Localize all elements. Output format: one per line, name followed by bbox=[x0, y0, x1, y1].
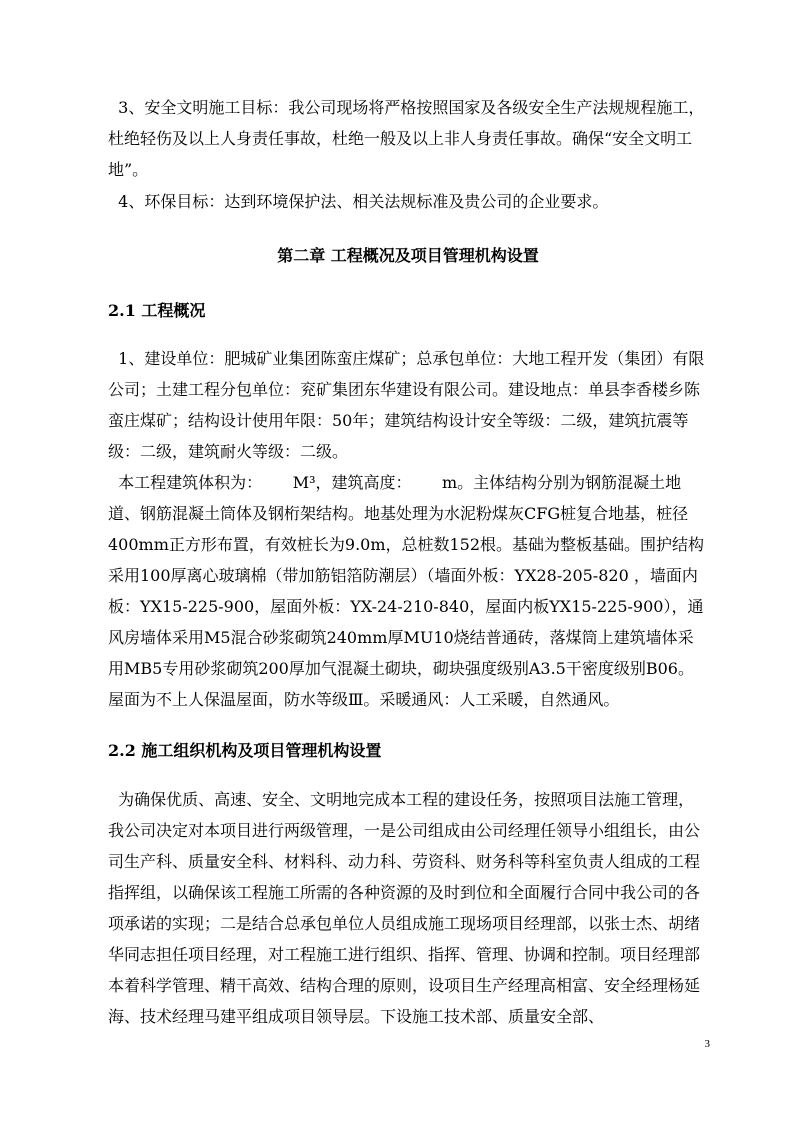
paragraph-environment-goal: 4、环保目标：达到环境保护法、相关法规标准及贵公司的企业要求。 bbox=[108, 192, 609, 211]
paragraph-building-structure: 本工程建筑体积为： M³，建筑高度： m。主体结构分别为钢筋混凝土地道、钢筋混凝土筒体及钢桁架结构。地基处理为水泥粉煤灰CFG桩复合地基，桩径400mm正方形布置，有效桩长为9.0m，总桩数152根。基础为整板基础。围护结构采用100厚离心玻璃棉（带加筋铝箔防潮层）（墙面外板：YX28-205-820 ，墙面内板：YX15-225-900，屋面外板：YX-24-210-840，屋面内板YX15-225-900），通风房墙体采用M5混合砂浆砌筑240mm厚MU10烧结普通砖，落煤筒上建筑墙体采用MB5专用砂浆砌筑200厚加气混凝土砌块，砌块强度级别A3.5干密度级别B06。屋面为不上人保温屋面，防水等级Ⅲ。采暖通风：人工采暖，自然通风。 bbox=[108, 473, 705, 709]
chapter-heading: 第二章 工程概况及项目管理机构设置 bbox=[277, 246, 539, 265]
paragraph-organization: 为确保优质、高速、安全、文明地完成本工程的建设任务，按照项目法施工管理，我公司决定对本项目进行两级管理，一是公司组成由公司经理任领导小组组长，由公司生产科、质量安全科、材料科、动力科、劳资科、财务科等科室负责人组成的工程指挥组，以确保该工程施工所需的各种资源的及时到位和全面履行合同中我公司的各项承诺的实现；二是结合总承包单位人员组成施工现场项目经理部，以张士杰、胡绪华同志担任项目经理，对工程施工进行组织、指挥、管理、协调和控制。项目经理部本着科学管理、精干高效、结构合理的原则，设项目生产经理高相富、安全经理杨延海、技术经理马建平组成项目领导层。下设施工技术部、质量安全部、 bbox=[108, 790, 701, 1026]
paragraph-construction-units: 1、建设单位：肥城矿业集团陈蛮庄煤矿；总承包单位：大地工程开发（集团）有限公司；土建工程分包单位：兖矿集团东华建设有限公司。建设地点：单县李香楼乡陈蛮庄煤矿；结构设计使用年限：50年；建筑结构设计安全等级：二级，建筑抗震等级：二级，建筑耐火等级：二级。 bbox=[108, 349, 705, 461]
section-heading-project-overview: 2.1 工程概况 bbox=[108, 301, 206, 320]
page-number: 3 bbox=[704, 1038, 710, 1050]
paragraph-safety-goal: 3、安全文明施工目标：我公司现场将严格按照国家及各级安全生产法规规程施工，杜绝轻伤及以上人身责任事故，杜绝一般及以上非人身责任事故。确保“安全文明工地”。 bbox=[108, 98, 705, 179]
section-heading-organization: 2.2 施工组织机构及项目管理机构设置 bbox=[108, 741, 382, 760]
